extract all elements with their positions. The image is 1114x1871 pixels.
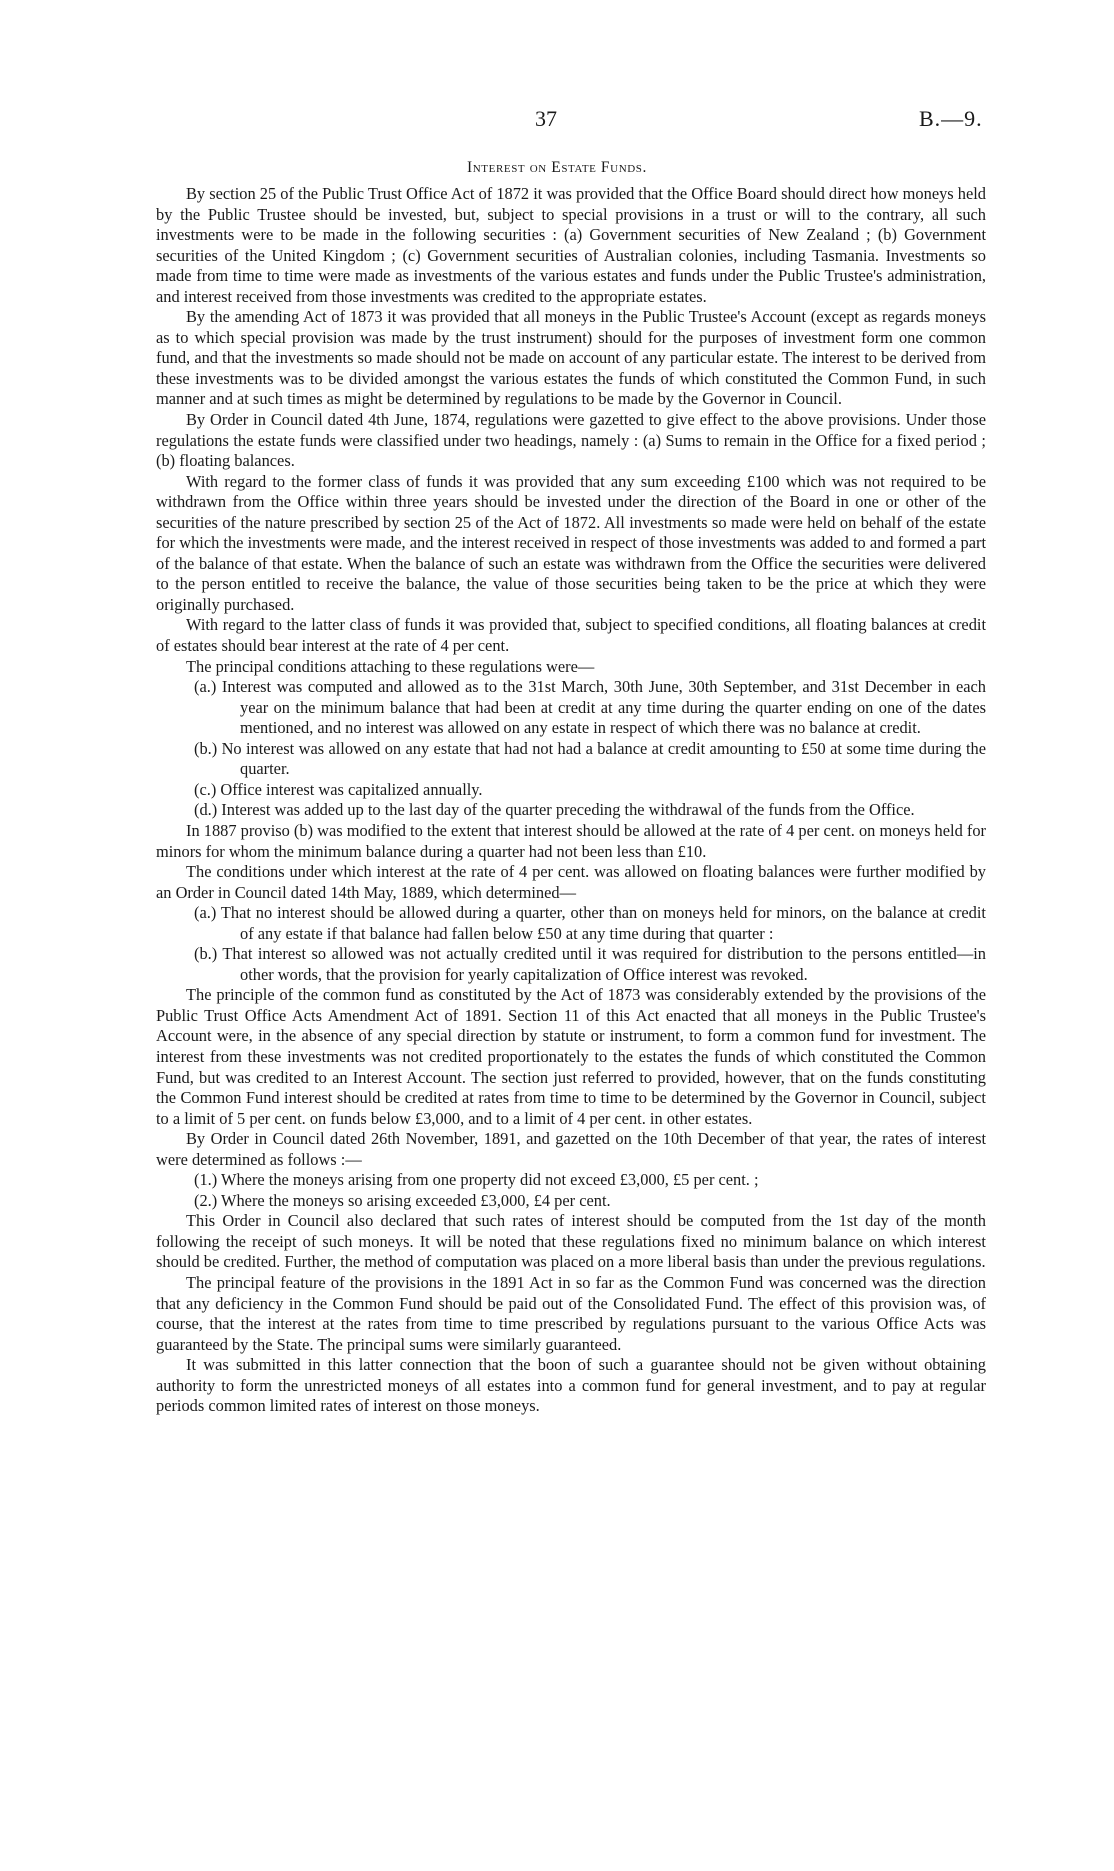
paragraph: By the amending Act of 1873 it was provided that all moneys in the Public Trustee's Account (except as regards moneys as to which special provision was made by the trust instrument) should for the purposes of investment form one common fund, and that the investments so made should not be made on account of any particular estate. The interest to be derived from these investments was to be divided amongst the various estates the funds of which constituted the Common Fund, in such manner and at such times as might be determined by regulations to be made by the Governor in Council. <box>156 307 986 409</box>
list-item: (2.) Where the moneys so arising exceeded £3,000, £4 per cent. <box>194 1190 611 1210</box>
paragraph: By section 25 of the Public Trust Office Act of 1872 it was provided that the Office Board should direct how moneys held by the Public Trustee should be invested, but, subject to special provisions in a trust or will to the contrary, all such investments were to be made in the following securities : (a) Government securities of New Zealand ; (b) Government securities of the United Kingdom ; (c) Government securities of Australian colonies, including Tasmania. Investments so made from time to time were made as investments of the various estates and funds under the Public Trustee's administration, and interest received from those investments was credited to the appropriate estates. <box>156 184 986 306</box>
paragraph: In 1887 proviso (b) was modified to the extent that interest should be allowed at the rate of 4 per cent. on moneys held for minors for whom the minimum balance during a quarter had not been less than £10. <box>156 820 986 861</box>
list-item: (a.) Interest was computed and allowed as to the 31st March, 30th June, 30th September, and 31st December in each year on the minimum balance that had been at credit at any time during the quarter ending on one of the dates mentioned, and no interest was allowed on any estate in respect of which there was no balance at credit. <box>194 677 986 738</box>
section-title: Interest on Estate Funds. <box>467 159 647 176</box>
paragraph: The principal feature of the provisions in the 1891 Act in so far as the Common Fund was concerned was the direction that any deficiency in the Common Fund should be paid out of the Consolidated Fund. The effect of this provision was, of course, that the interest at the rates from time to time prescribed by regulations pursuant to the various Office Acts was guaranteed by the State. The principal sums were similarly guaranteed. <box>156 1272 986 1354</box>
list-item: (1.) Where the moneys arising from one property did not exceed £3,000, £5 per cent. ; <box>194 1170 759 1190</box>
paragraph: It was submitted in this latter connection that the boon of such a guarantee should not be given without obtaining authority to form the unrestricted moneys of all estates into a common fund for general investment, and to pay at regular periods common limited rates of interest on those moneys. <box>156 1355 986 1416</box>
paragraph: With regard to the latter class of funds it was provided that, subject to specified conditions, all floating balances at credit of estates should bear interest at the rate of 4 per cent. <box>156 615 986 656</box>
paragraph: This Order in Council also declared that such rates of interest should be computed from the 1st day of the month following the receipt of such moneys. It will be noted that these regulations fixed no minimum balance on which interest should be credited. Further, the method of computation was placed on a more liberal basis than under the previous regulations. <box>156 1211 986 1272</box>
page-number: 37 <box>535 106 557 131</box>
paragraph: By Order in Council dated 26th November, 1891, and gazetted on the 10th December of that year, the rates of interest were determined as follows :— <box>156 1129 986 1169</box>
body-text <box>156 184 986 1417</box>
document-code: B.—9. <box>919 106 983 131</box>
paragraph: The conditions under which interest at the rate of 4 per cent. was allowed on floating balances were further modified by an Order in Council dated 14th May, 1889, which determined— <box>156 862 986 902</box>
paragraph: By Order in Council dated 4th June, 1874, regulations were gazetted to give effect to the above provisions. Under those regulations the estate funds were classified under two headings, namely : (a) Sums to remain in the Office for a fixed period ; (b) floating balances. <box>156 410 986 471</box>
paragraph: The principal conditions attaching to these regulations were— <box>186 656 595 676</box>
list-item: (b.) No interest was allowed on any estate that had not had a balance at credit amounting to £50 at some time during the quarter. <box>194 738 986 779</box>
paragraph: With regard to the former class of funds it was provided that any sum exceeding £100 which was not required to be withdrawn from the Office within three years should be invested under the direction of the Board in one or other of the securities of the nature prescribed by section 25 of the Act of 1872. All investments so made were held on behalf of the estate for which the investments were made, and the interest received in respect of those investments was added to and formed a part of the balance of that estate. When the balance of such an estate was withdrawn from the Office the securities were delivered to the person entitled to receive the balance, the value of those securities being taken to be the price at which they were originally purchased. <box>156 471 986 614</box>
list-item: (c.) Office interest was capitalized annually. <box>194 779 483 799</box>
list-item: (b.) That interest so allowed was not actually credited until it was required for distribution to the persons entitled—in other words, that the provision for yearly capitalization of Office interest was revoked. <box>194 944 986 984</box>
list-item: (d.) Interest was added up to the last day of the quarter preceding the withdrawal of the funds from the Office. <box>194 800 915 820</box>
paragraph: The principle of the common fund as constituted by the Act of 1873 was considerably extended by the provisions of the Public Trust Office Acts Amendment Act of 1891. Section 11 of this Act enacted that all moneys in the Public Trustee's Account were, in the absence of any special direction by statute or instrument, to form a common fund for investment. The interest from these investments was not credited proportionately to the estates the funds of which constituted the Common Fund, but was credited to an Interest Account. The section just referred to provided, however, that on the funds constituting the Common Fund interest should be credited at rates from time to time to be determined by the Governor in Council, subject to a limit of 5 per cent. on funds below £3,000, and to a limit of 4 per cent. in other estates. <box>156 985 986 1128</box>
list-item: (a.) That no interest should be allowed during a quarter, other than on moneys held for minors, on the balance at credit of any estate if that balance had fallen below £50 at any time during that quarter : <box>194 903 986 943</box>
